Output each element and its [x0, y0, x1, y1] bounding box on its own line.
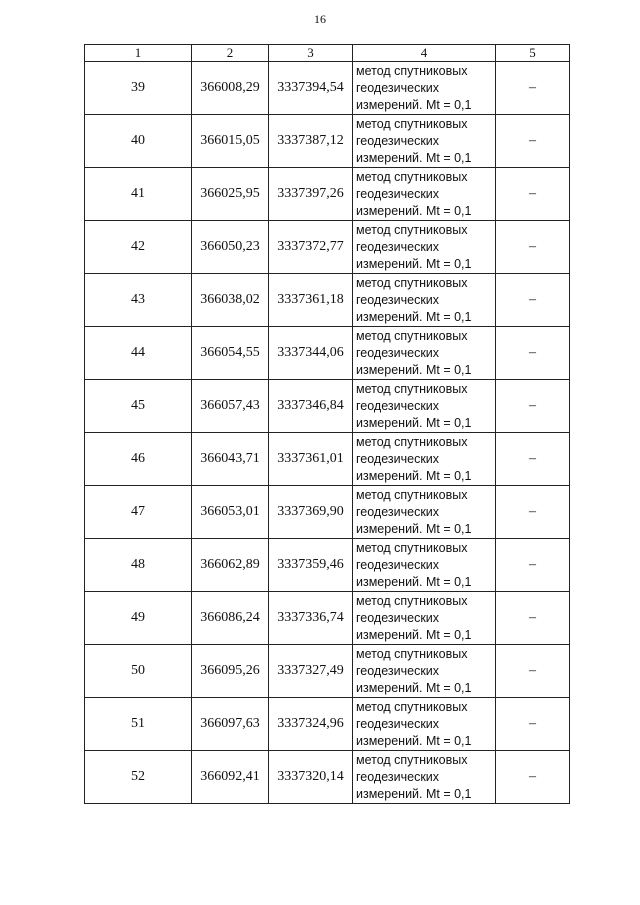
- method-cell: [353, 274, 496, 327]
- column-5-cell: –: [496, 486, 570, 539]
- method-cell: [353, 645, 496, 698]
- column-5-cell: –: [496, 380, 570, 433]
- point-number-cell: 47: [85, 486, 192, 539]
- method-line-3: измерений. Mt = 0,1: [356, 468, 472, 483]
- x-coordinate-cell: 366008,29: [192, 62, 269, 115]
- point-number-cell: 46: [85, 433, 192, 486]
- table-row: [85, 539, 570, 592]
- method-line-3: измерений. Mt = 0,1: [356, 680, 472, 695]
- x-coordinate-cell: 366038,02: [192, 274, 269, 327]
- column-header-3: 3: [269, 45, 353, 62]
- method-line-2: геодезических: [356, 398, 440, 413]
- column-5-cell: –: [496, 327, 570, 380]
- point-number-cell: 39: [85, 62, 192, 115]
- method-line-2: геодезических: [356, 80, 440, 95]
- y-coordinate-cell: 3337361,01: [269, 433, 353, 486]
- point-number-cell: 52: [85, 751, 192, 804]
- method-line-3: измерений. Mt = 0,1: [356, 574, 472, 589]
- y-coordinate-cell: 3337320,14: [269, 751, 353, 804]
- method-line-1: метод спутниковых: [356, 699, 468, 714]
- point-number-cell: 45: [85, 380, 192, 433]
- method-line-3: измерений. Mt = 0,1: [356, 733, 472, 748]
- method-line-1: метод спутниковых: [356, 328, 468, 343]
- method-line-2: геодезических: [356, 504, 440, 519]
- page-number: 16: [314, 12, 326, 26]
- x-coordinate-cell: 366057,43: [192, 380, 269, 433]
- point-number-cell: 44: [85, 327, 192, 380]
- method-line-1: метод спутниковых: [356, 752, 468, 767]
- method-line-3: измерений. Mt = 0,1: [356, 97, 472, 112]
- y-coordinate-cell: 3337359,46: [269, 539, 353, 592]
- table-row: [85, 698, 570, 751]
- table-row: [85, 327, 570, 380]
- point-number-cell: 43: [85, 274, 192, 327]
- method-cell: [353, 539, 496, 592]
- point-number-cell: 42: [85, 221, 192, 274]
- x-coordinate-cell: 366097,63: [192, 698, 269, 751]
- column-5-cell: –: [496, 751, 570, 804]
- column-5-cell: –: [496, 115, 570, 168]
- method-line-3: измерений. Mt = 0,1: [356, 415, 472, 430]
- column-header-1: 1: [85, 45, 192, 62]
- x-coordinate-cell: 366015,05: [192, 115, 269, 168]
- column-5-cell: –: [496, 433, 570, 486]
- x-coordinate-cell: 366092,41: [192, 751, 269, 804]
- method-line-2: геодезических: [356, 239, 440, 254]
- method-line-3: измерений. Mt = 0,1: [356, 256, 472, 271]
- table-row: [85, 433, 570, 486]
- method-line-1: метод спутниковых: [356, 646, 468, 661]
- table-row: [85, 168, 570, 221]
- x-coordinate-cell: 366053,01: [192, 486, 269, 539]
- x-coordinate-cell: 366054,55: [192, 327, 269, 380]
- column-header-2: 2: [192, 45, 269, 62]
- method-line-3: измерений. Mt = 0,1: [356, 150, 472, 165]
- column-5-cell: –: [496, 221, 570, 274]
- method-cell: [353, 62, 496, 115]
- method-line-1: метод спутниковых: [356, 434, 468, 449]
- x-coordinate-cell: 366095,26: [192, 645, 269, 698]
- y-coordinate-cell: 3337361,18: [269, 274, 353, 327]
- y-coordinate-cell: 3337397,26: [269, 168, 353, 221]
- method-line-1: метод спутниковых: [356, 381, 468, 396]
- column-header-4: 4: [353, 45, 496, 62]
- method-line-2: геодезических: [356, 345, 440, 360]
- method-line-2: геодезических: [356, 769, 440, 784]
- y-coordinate-cell: 3337327,49: [269, 645, 353, 698]
- x-coordinate-cell: 366062,89: [192, 539, 269, 592]
- y-coordinate-cell: 3337336,74: [269, 592, 353, 645]
- column-5-cell: –: [496, 62, 570, 115]
- y-coordinate-cell: 3337346,84: [269, 380, 353, 433]
- method-cell: [353, 751, 496, 804]
- column-5-cell: –: [496, 645, 570, 698]
- method-cell: [353, 592, 496, 645]
- y-coordinate-cell: 3337324,96: [269, 698, 353, 751]
- table-row: [85, 592, 570, 645]
- method-line-2: геодезических: [356, 716, 440, 731]
- point-number-cell: 48: [85, 539, 192, 592]
- method-line-2: геодезических: [356, 292, 440, 307]
- method-line-3: измерений. Mt = 0,1: [356, 362, 472, 377]
- method-line-2: геодезических: [356, 610, 440, 625]
- point-number-cell: 41: [85, 168, 192, 221]
- table-row: [85, 645, 570, 698]
- point-number-cell: 51: [85, 698, 192, 751]
- point-number-cell: 49: [85, 592, 192, 645]
- method-line-1: метод спутниковых: [356, 116, 468, 131]
- method-cell: [353, 380, 496, 433]
- method-line-2: геодезических: [356, 557, 440, 572]
- table-row: [85, 380, 570, 433]
- method-cell: [353, 115, 496, 168]
- x-coordinate-cell: 366050,23: [192, 221, 269, 274]
- method-line-1: метод спутниковых: [356, 222, 468, 237]
- method-line-1: метод спутниковых: [356, 487, 468, 502]
- column-5-cell: –: [496, 539, 570, 592]
- column-5-cell: –: [496, 698, 570, 751]
- x-coordinate-cell: 366025,95: [192, 168, 269, 221]
- method-line-1: метод спутниковых: [356, 540, 468, 555]
- method-line-2: геодезических: [356, 186, 440, 201]
- method-line-2: геодезических: [356, 451, 440, 466]
- column-5-cell: –: [496, 592, 570, 645]
- method-line-2: геодезических: [356, 663, 440, 678]
- table-row: [85, 486, 570, 539]
- method-line-1: метод спутниковых: [356, 63, 468, 78]
- column-5-cell: –: [496, 168, 570, 221]
- y-coordinate-cell: 3337387,12: [269, 115, 353, 168]
- table-row: [85, 274, 570, 327]
- table-row: [85, 115, 570, 168]
- point-number-cell: 50: [85, 645, 192, 698]
- method-line-1: метод спутниковых: [356, 169, 468, 184]
- method-cell: [353, 486, 496, 539]
- point-number-cell: 40: [85, 115, 192, 168]
- method-line-2: геодезических: [356, 133, 440, 148]
- x-coordinate-cell: 366086,24: [192, 592, 269, 645]
- y-coordinate-cell: 3337372,77: [269, 221, 353, 274]
- x-coordinate-cell: 366043,71: [192, 433, 269, 486]
- column-5-cell: –: [496, 274, 570, 327]
- method-cell: [353, 221, 496, 274]
- method-line-3: измерений. Mt = 0,1: [356, 203, 472, 218]
- y-coordinate-cell: 3337394,54: [269, 62, 353, 115]
- column-header-5: 5: [496, 45, 570, 62]
- method-line-3: измерений. Mt = 0,1: [356, 521, 472, 536]
- table-row: [85, 221, 570, 274]
- method-cell: [353, 698, 496, 751]
- method-line-3: измерений. Mt = 0,1: [356, 309, 472, 324]
- method-cell: [353, 327, 496, 380]
- y-coordinate-cell: 3337344,06: [269, 327, 353, 380]
- method-cell: [353, 433, 496, 486]
- y-coordinate-cell: 3337369,90: [269, 486, 353, 539]
- coordinates-table: [84, 44, 570, 804]
- method-line-1: метод спутниковых: [356, 275, 468, 290]
- table-header-row: [85, 45, 570, 62]
- method-cell: [353, 168, 496, 221]
- method-line-3: измерений. Mt = 0,1: [356, 627, 472, 642]
- method-line-1: метод спутниковых: [356, 593, 468, 608]
- method-line-3: измерений. Mt = 0,1: [356, 786, 472, 801]
- table-row: [85, 62, 570, 115]
- table-row: [85, 751, 570, 804]
